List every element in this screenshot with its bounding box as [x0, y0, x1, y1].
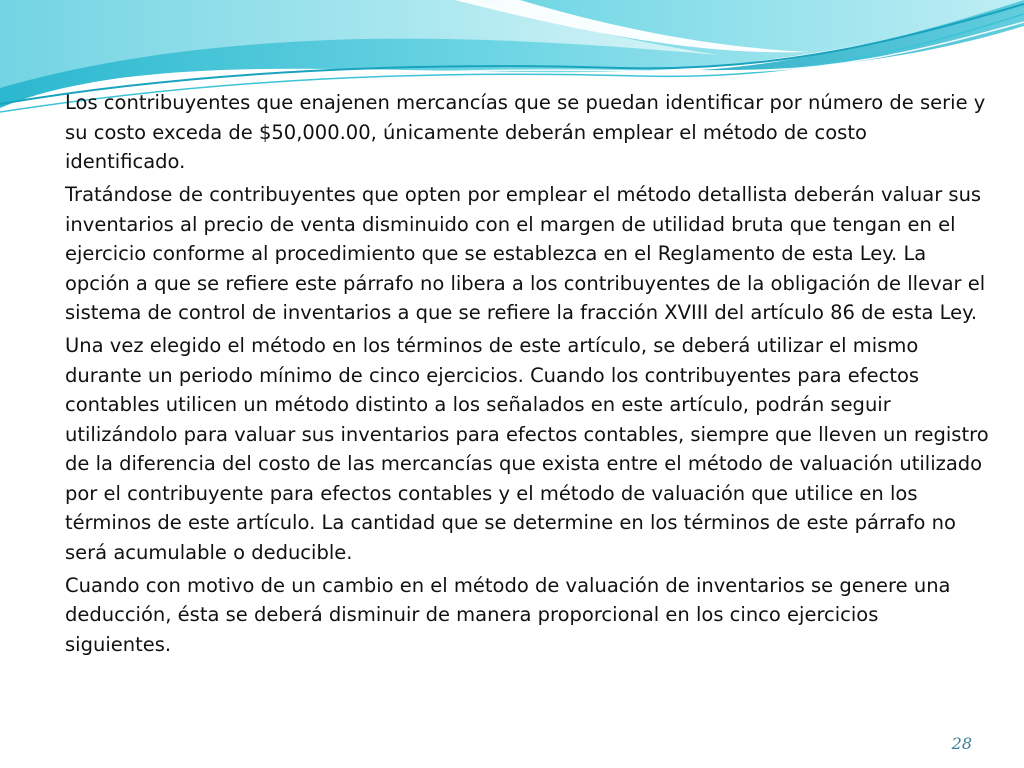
- paragraph-periodo-minimo: Una vez elegido el método en los términos de este artículo, se deberá utilizar el mismo durante un periodo mínimo de cinco ejercicios. Cuando los contribuyentes para efectos contables utilicen un método distinto a los señalados en este artículo, podrán seguir utilizándolo para valuar sus inventarios para efectos contables, siempre que lleven un registro de la diferencia del costo de las mercancías que exista entre el método de valuación utilizado por el contribuyente para efectos contables y el método de valuación que utilice en los términos de este artículo. La cantidad que se determine en los términos de este párrafo no será acumulable o deducible.: [65, 334, 989, 564]
- slide-body-text: [65, 88, 990, 663]
- page-number: 28: [951, 734, 972, 753]
- paragraph-metodo-detallista: Tratándose de contribuyentes que opten por emplear el método detallista deberán valuar sus inventarios al precio de venta disminuido con el margen de utilidad bruta que tengan en el ejercicio conforme al procedimiento que se establezca en el Reglamento de esta Ley. La opción a que se refiere este párrafo no libera a los contribuyentes de la obligación de llevar el sistema de control de inventarios a que se refiere la fracción XVIII del artículo 86 de esta Ley.: [65, 183, 986, 324]
- paragraph-cambio-metodo: Cuando con motivo de un cambio en el método de valuación de inventarios se genere una deducción, ésta se deberá disminuir de manera proporcional en los cinco ejercicios siguientes.: [65, 573, 951, 656]
- paragraph-costo-identificado: Los contribuyentes que enajenen mercancías que se puedan identificar por número de serie y su costo exceda de $50,000.00, únicamente deberán emplear el método de costo identificado.: [65, 91, 986, 173]
